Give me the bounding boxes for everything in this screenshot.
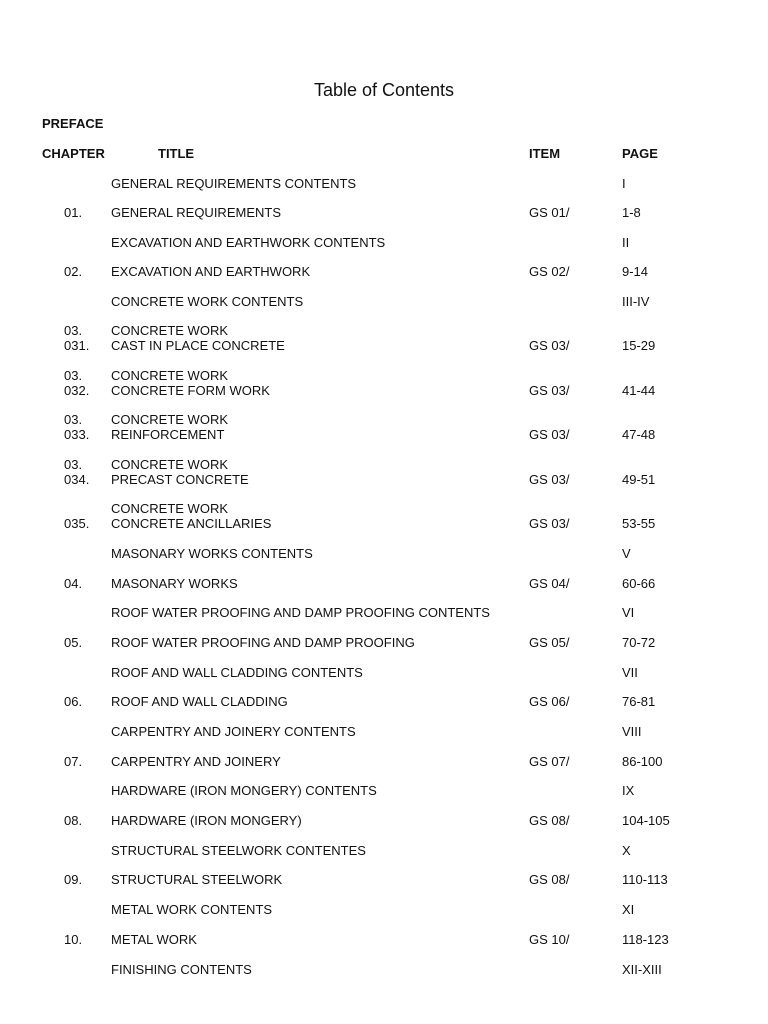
toc-subchapter: 032. [64,383,90,398]
toc-item: GS 07/ [529,754,570,769]
toc-subtitle: CAST IN PLACE CONCRETE [111,338,285,353]
toc-page: 76-81 [622,694,656,709]
toc-page: 86-100 [622,754,663,769]
toc-item: GS 02/ [529,264,570,279]
toc-title: CONCRETE WORK [111,412,228,427]
toc-page: VIII [622,724,642,739]
toc-item: GS 08/ [529,813,570,828]
toc-title: MASONARY WORKS CONTENTS [111,546,313,561]
toc-page: V [622,546,631,561]
toc-title: CONCRETE WORK [111,501,228,516]
toc-item: GS 03/ [529,516,570,531]
toc-title: EXCAVATION AND EARTHWORK [111,264,311,279]
toc-title: HARDWARE (IRON MONGERY) [111,813,302,828]
toc-item: GS 10/ [529,932,570,947]
toc-chapter: 09. [64,872,83,887]
toc-chapter: 04. [64,576,83,591]
toc-item: GS 03/ [529,427,570,442]
toc-title: GENERAL REQUIREMENTS [111,205,281,220]
toc-page: XI [622,902,635,917]
toc-title: EXCAVATION AND EARTHWORK CONTENTS [111,235,386,250]
toc-chapter: 05. [64,635,83,650]
toc-subtitle: PRECAST CONCRETE [111,472,249,487]
toc-page: 104-105 [622,813,670,828]
toc-subtitle: CONCRETE FORM WORK [111,383,270,398]
toc-subtitle: REINFORCEMENT [111,427,225,442]
toc-title: STRUCTURAL STEELWORK CONTENTES [111,843,366,858]
toc-item: GS 03/ [529,383,570,398]
toc-title: STRUCTURAL STEELWORK [111,872,283,887]
toc-page: II [622,235,630,250]
toc-page: 1-8 [622,205,641,220]
toc-subchapter: 035. [64,516,90,531]
toc-title: METAL WORK CONTENTS [111,902,273,917]
toc-title: CONCRETE WORK [111,457,228,472]
toc-page: 118-123 [622,932,669,947]
title-header: TITLE [158,146,195,161]
toc-page: 47-48 [622,427,656,442]
toc-item: GS 08/ [529,872,570,887]
toc-page: VII [622,665,638,680]
toc-page: 49-51 [622,472,656,487]
toc-chapter: 03. [64,368,83,383]
toc-item: GS 03/ [529,472,570,487]
chapter-header: CHAPTER [42,146,105,161]
toc-page: I [622,176,626,191]
page-header: PAGE [622,146,658,161]
toc-chapter: 08. [64,813,83,828]
toc-title: CONCRETE WORK CONTENTS [111,294,304,309]
toc-page: 9-14 [622,264,649,279]
toc-chapter: 06. [64,694,83,709]
toc-chapter: 10. [64,932,83,947]
toc-title: CARPENTRY AND JOINERY CONTENTS [111,724,356,739]
item-header: ITEM [529,146,561,161]
toc-title: GENERAL REQUIREMENTS CONTENTS [111,176,357,191]
toc-page: 60-66 [622,576,656,591]
page-title: Table of Contents [313,80,455,100]
toc-page: IX [622,783,635,798]
toc-item: GS 04/ [529,576,570,591]
preface-heading: PREFACE [42,116,104,131]
toc-page: 110-113 [622,872,668,887]
toc-page: 41-44 [622,383,656,398]
toc-page: 15-29 [622,338,656,353]
toc-title: CONCRETE WORK [111,368,228,383]
toc-page: X [622,843,631,858]
toc-page: VI [622,605,635,620]
toc-title: HARDWARE (IRON MONGERY) CONTENTS [111,783,377,798]
toc-item: GS 06/ [529,694,570,709]
toc-item: GS 01/ [529,205,570,220]
toc-title: ROOF AND WALL CLADDING CONTENTS [111,665,363,680]
toc-title: MASONARY WORKS [111,576,238,591]
toc-item: GS 03/ [529,338,570,353]
toc-item: GS 05/ [529,635,570,650]
toc-chapter: 03. [64,457,83,472]
toc-page: 53-55 [622,516,656,531]
toc-title: FINISHING CONTENTS [111,962,252,977]
toc-title: ROOF WATER PROOFING AND DAMP PROOFING CONTENTS [111,605,490,620]
toc-chapter: 03. [64,412,83,427]
toc-chapter: 01. [64,205,83,220]
toc-title: CONCRETE WORK [111,323,228,338]
toc-subchapter: 034. [64,472,90,487]
toc-chapter: 03. [64,323,83,338]
toc-subchapter: 031. [64,338,90,353]
toc-chapter: 02. [64,264,83,279]
toc-page: 70-72 [622,635,656,650]
toc-page: XII-XIII [622,962,662,977]
toc-page: III-IV [622,294,650,309]
toc-title: ROOF AND WALL CLADDING [111,694,288,709]
toc-title: METAL WORK [111,932,197,947]
toc-title: CARPENTRY AND JOINERY [111,754,281,769]
toc-subtitle: CONCRETE ANCILLARIES [111,516,272,531]
toc-subchapter: 033. [64,427,90,442]
toc-chapter: 07. [64,754,83,769]
toc-title: ROOF WATER PROOFING AND DAMP PROOFING [111,635,415,650]
